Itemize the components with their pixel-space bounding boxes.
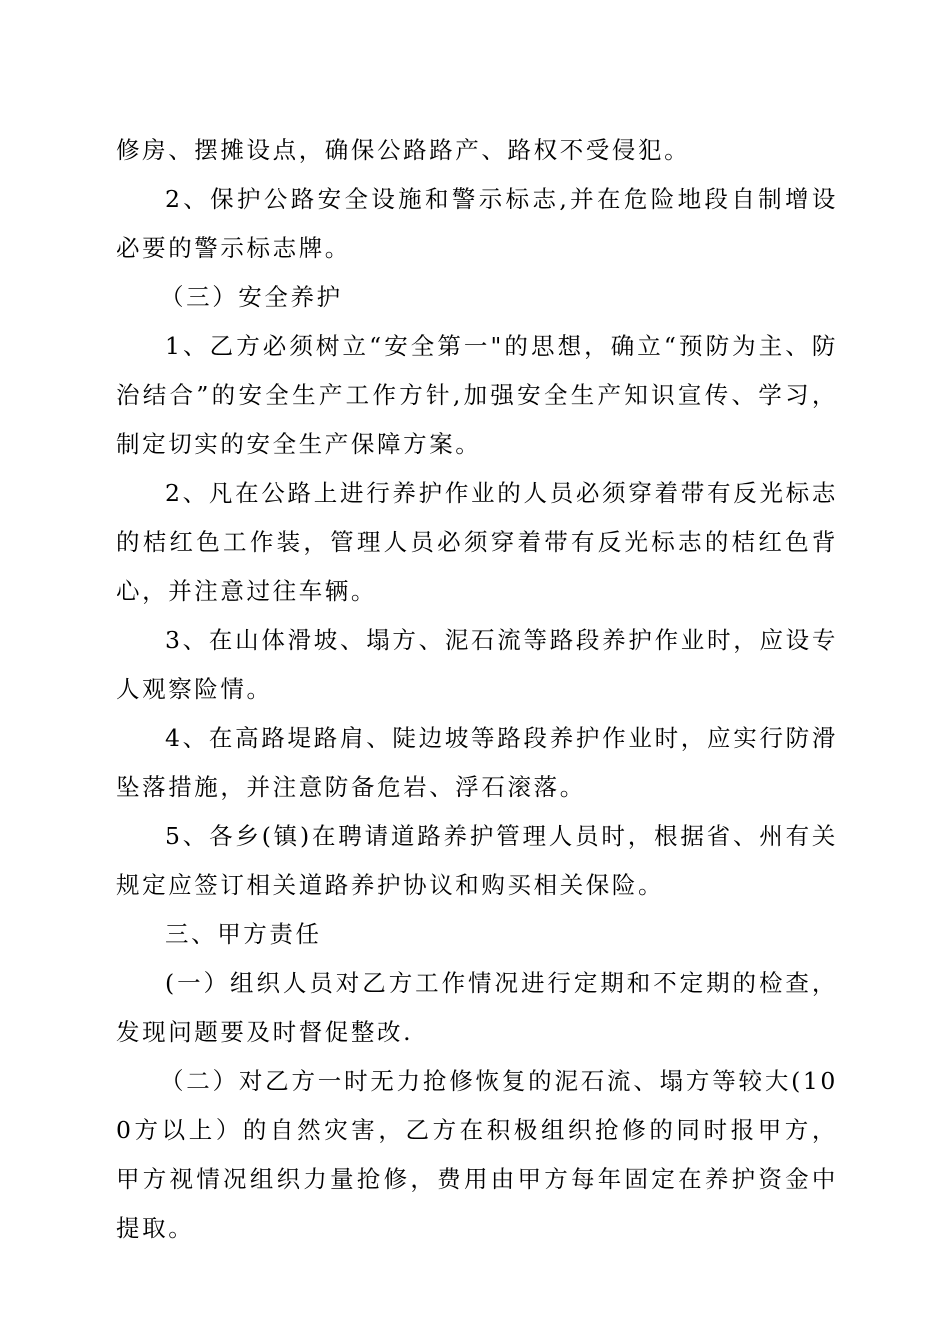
paragraph-item-2-protect-facilities: 2、保护公路安全设施和警示标志,并在危险地段自制增设必要的警示标志牌。: [116, 185, 838, 262]
section-heading-safety-maintenance: （三）安全养护: [160, 283, 343, 311]
paragraph-item-disaster-repair: （二）对乙方一时无力抢修恢复的泥石流、塌方等较大(100方以上）的自然灾害，乙方在积极组织抢修的同时报甲方，甲方视情况组织力量抢修，费用由甲方每年固定在养护资金中提取。: [116, 1067, 838, 1242]
paragraph-continuation: 修房、摆摊设点，确保公路路产、路权不受侵犯。: [116, 136, 691, 164]
paragraph-item-1-safety-first: 1、乙方必须树立“安全第一"的思想，确立“预防为主、防治结合”的安全生产工作方针,加强安全生产知识宣传、学习，制定切实的安全生产保障方案。: [116, 332, 838, 458]
paragraph-item-2-reflective-clothing: 2、凡在公路上进行养护作业的人员必须穿着带有反光标志的桔红色工作装，管理人员必须穿着带有反光标志的桔红色背心，并注意过往车辆。: [116, 479, 838, 605]
paragraph-item-4-embankment: 4、在高路堤路肩、陡边坡等路段养护作业时，应实行防滑坠落措施，并注意防备危岩、浮石滚落。: [116, 724, 838, 801]
section-heading-party-a-duties: 三、甲方责任: [165, 920, 322, 948]
paragraph-item-inspection: (一）组织人员对乙方工作情况进行定期和不定期的检查，发现问题要及时督促整改.: [116, 969, 838, 1046]
paragraph-item-3-landslide: 3、在山体滑坡、塌方、泥石流等路段养护作业时，应设专人观察险情。: [116, 626, 838, 703]
paragraph-item-5-insurance: 5、各乡(镇)在聘请道路养护管理人员时，根据省、州有关规定应签订相关道路养护协议和购买相关保险。: [116, 822, 838, 899]
document-page: [116, 126, 838, 1253]
